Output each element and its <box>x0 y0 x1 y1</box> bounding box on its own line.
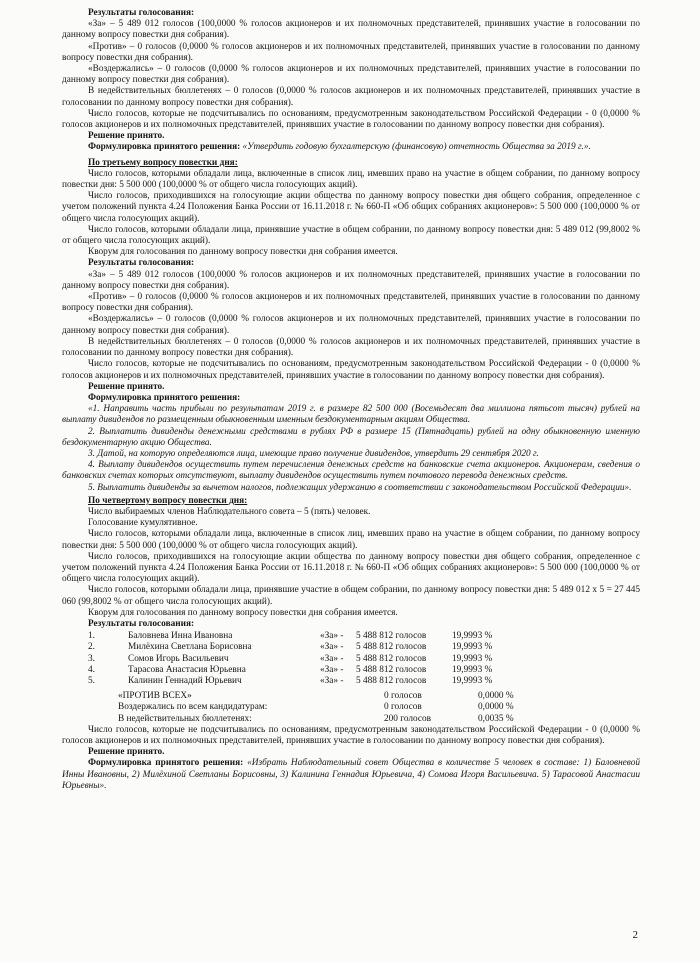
candidate-votes: 5 488 812 голосов <box>356 653 427 664</box>
candidate-vote-type: «За» - <box>320 631 344 642</box>
table-row <box>88 642 492 653</box>
table-row <box>88 631 492 642</box>
candidate-percent: 19,9993 % <box>452 642 493 653</box>
candidates-table <box>88 631 492 687</box>
candidate-name: Милёхина Светлана Борисовна <box>128 642 252 653</box>
q4-not-counted: Число голосов, которые не подсчитывались по основаниям, предусмотренным законодательством Российской Федерации - 0 (0,0000 % голосов акционеров и их полномочных представителей, принявших участие в голосовании по данному вопросу повестки дня собрания). <box>62 724 640 746</box>
aggregate-votes: 0 голосов <box>384 691 422 702</box>
candidate-percent: 19,9993 % <box>452 631 493 642</box>
q3-quorum: Кворум для голосования по данному вопросу повестки дня собрания имеется. <box>88 247 398 258</box>
candidate-vote-type: «За» - <box>320 642 344 653</box>
candidate-name: Сомов Игорь Васильевич <box>128 653 229 664</box>
candidate-votes: 5 488 812 голосов <box>356 675 427 686</box>
q3-eligible-votes: Число голосов, которыми обладали лица, включенные в список лиц, имевших право на участие в общем собрании, по данному вопросу повестки дня: 5 500 000 (100,0000 % от общего числа голосующих акций). <box>62 168 640 191</box>
q2-vote-abstain: «Воздержались» – 0 голосов (0,0000 % голосов акционеров и их полномочных представителей, принявших участие в голосовании по данному вопросу повестки дня собрания). <box>62 64 640 86</box>
q3-decision-item-5: 5. Выплатить дивиденды за вычетом налогов, подлежащих удержанию в соответствии с законодательством Российской Федерации». <box>88 482 632 493</box>
q4-decision-formula <box>62 758 640 792</box>
table-row <box>118 702 514 713</box>
candidate-number: 1. <box>88 631 95 642</box>
candidate-number: 3. <box>88 653 95 664</box>
candidate-number: 4. <box>88 664 95 675</box>
candidate-name: Баловнева Инна Ивановна <box>128 631 233 642</box>
candidate-vote-type: «За» - <box>320 675 344 686</box>
aggregate-votes: 200 голосов <box>384 713 432 724</box>
table-row <box>88 665 492 676</box>
q3-invalid-ballots: В недействительных бюллетенях – 0 голосов (0,0000 % голосов акционеров и их полномочных представителей, принявших участие в голосовании по данному вопросу повестки дня собрания). <box>62 336 640 359</box>
candidate-votes: 5 488 812 голосов <box>356 631 427 642</box>
q2-invalid-ballots: В недействительных бюллетенях – 0 голосов (0,0000 % голосов акционеров и их полномочных представителей, принявших участие в голосовании по данному вопросу повестки дня собрания). <box>62 86 640 108</box>
q3-voting-shares: Число голосов, приходившихся на голосующие акции общества по данному вопросу повестки дня общего собрания, определенное с учетом положений пункта 4.24 Положения Банка России от 16.11.2018 г. № 660-П «Об общих собраниях акционеров»: 5 500 000 (100,0000 % от общего числа голосующих акций). <box>62 191 640 224</box>
aggregate-votes-table <box>118 691 514 725</box>
q3-decision-item-4: 4. Выплату дивидендов осуществить путем перечисления денежных средств на банковские счета акционеров. Акционерам, сведения о банковских счетах которых отсутствуют, выплату дивидендов осуществить путем почтового перевода денежных средств. <box>62 460 640 482</box>
q2-not-counted: Число голосов, которые не подсчитывались по основаниям, предусмотренным законодательством Российской Федерации - 0 (0,0000 % голосов акционеров и их полномочных представителей, принявших участие в голосовании по данному вопросу повестки дня собрания). <box>62 108 640 131</box>
q4-members-count: Число выбираемых членов Наблюдательного совета – 5 (пять) человек. <box>88 506 371 517</box>
aggregate-percent: 0,0000 % <box>478 702 514 713</box>
q3-not-counted: Число голосов, которые не подсчитывались по основаниям, предусмотренным законодательством Российской Федерации - 0 (0,0000 % голосов акционеров и их полномочных представителей, принявших участие в голосовании по данному вопросу повестки дня собрания). <box>62 359 640 381</box>
q3-results-heading: Результаты голосования: <box>88 258 195 269</box>
q3-decision: Решение принято. <box>88 381 165 392</box>
candidate-number: 2. <box>88 642 95 653</box>
q3-decision-item-3: 3. Датой, на которую определяются лица, имеющие право получение дивидендов, утвердить 29 сентября 2020 г. <box>88 448 539 459</box>
table-row <box>118 691 514 702</box>
candidate-percent: 19,9993 % <box>452 664 493 675</box>
candidate-name: Тарасова Анастасия Юрьевна <box>128 664 246 675</box>
table-row <box>118 714 514 725</box>
q4-heading: По четвертому вопросу повестки дня: <box>88 495 248 506</box>
aggregate-label: В недействительных бюллетенях: <box>118 713 252 724</box>
aggregate-label: «ПРОТИВ ВСЕХ» <box>118 691 192 702</box>
q4-eligible-votes: Число голосов, которыми обладали лица, включенные в список лиц, имевших право на участие в общем собрании, по данному вопросу повестки дня: 5 500 000 (100,0000 % от общего числа голосующих акций). <box>62 529 640 551</box>
candidate-percent: 19,9993 % <box>452 675 493 686</box>
q4-formula-label: Формулировка принятого решения: <box>88 758 244 769</box>
candidate-vote-type: «За» - <box>320 664 344 675</box>
aggregate-label: Воздержались по всем кандидатурам: <box>118 702 268 713</box>
table-row <box>88 654 492 665</box>
q3-formula-label: Формулировка принятого решения: <box>88 392 241 403</box>
q3-vote-abstain: «Воздержались» – 0 голосов (0,0000 % голосов акционеров и их полномочных представителей, принявших участие в голосовании по данному вопросу повестки дня собрания). <box>62 314 640 336</box>
q2-results-heading: Результаты голосования: <box>88 8 195 18</box>
q3-vote-for: «За» – 5 489 012 голосов (100,0000 % голосов акционеров и их полномочных представителей, принявших участие в голосовании по данному вопросу повестки дня собрания). <box>62 269 640 291</box>
q4-formula-text: «Избрать Наблюдательный совет Общества в количестве 5 человек в составе: 1) Баловневой Инны Ивановны, 2) Милёхиной Светланы Борисовны, 3) Калинина Геннадия Юрьевича, 4) Сомова Игоря Васильевича. 5) Тарасовой Анастасии Юрьевны». <box>62 758 641 791</box>
q4-results-heading: Результаты голосования: <box>88 618 195 629</box>
candidate-vote-type: «За» - <box>320 653 344 664</box>
q2-vote-against: «Против» – 0 голосов (0,0000 % голосов акционеров и их полномочных представителей, принявших участие в голосовании по данному вопросу повестки дня собрания). <box>62 41 640 63</box>
table-row <box>88 676 492 687</box>
q2-formula-label: Формулировка принятого решения: <box>88 142 241 153</box>
q3-vote-against: «Против» – 0 голосов (0,0000 % голосов акционеров и их полномочных представителей, принявших участие в голосовании по данному вопросу повестки дня собрания). <box>62 292 640 314</box>
q4-quorum: Кворум для голосования по данному вопросу повестки дня собрания имеется. <box>88 607 398 618</box>
q4-participant-votes: Число голосов, которыми обладали лица, принявшие участие в общем собрании, по данному вопросу повестки дня: 5 489 012 х 5 = 27 445 060 (99,8002 % от общего числа голосующих акций). <box>62 585 640 607</box>
q2-decision-formula <box>62 142 640 153</box>
q2-formula-text: «Утвердить годовую бухгалтерскую (финансовую) отчетность Общества за 2019 г.». <box>242 142 591 153</box>
q4-cumulative: Голосование кумулятивное. <box>88 518 198 529</box>
q3-decision-item-1: «1. Направить часть прибыли по результатам 2019 г. в размере 82 500 000 (Восемьдесят два миллиона пятьсот тысяч) рублей на выплату дивидендов по размещенным обыкновенным именным бездокументарным акциям Общества. <box>62 404 640 426</box>
aggregate-votes: 0 голосов <box>384 702 422 713</box>
q2-decision: Решение принято. <box>88 131 165 142</box>
aggregate-percent: 0,0035 % <box>478 713 514 724</box>
candidate-percent: 19,9993 % <box>452 653 493 664</box>
q4-voting-shares: Число голосов, приходившихся на голосующие акции общества по данному вопросу повестки дня общего собрания, определенное с учетом положений пункта 4.24 Положения Банка России от 16.11.2018 г. № 660-П «Об общих собраниях акционеров»: 5 500 000 (100,0000 % от общего числа голосующих акций). <box>62 551 640 585</box>
page-number: 2 <box>632 929 638 941</box>
q4-decision: Решение принято. <box>88 747 165 758</box>
aggregate-percent: 0,0000 % <box>478 691 514 702</box>
candidate-name: Калинин Геннадий Юрьевич <box>128 675 242 686</box>
q3-decision-item-2: 2. Выплатить дивиденды денежными средствами в рублях РФ в размере 15 (Пятнадцать) рублей на одну обыкновенную именную бездокументарную акцию Общества. <box>62 426 640 448</box>
q3-heading: По третьему вопросу повестки дня: <box>88 157 238 168</box>
candidate-votes: 5 488 812 голосов <box>356 664 427 675</box>
candidate-votes: 5 488 812 голосов <box>356 642 427 653</box>
candidate-number: 5. <box>88 675 95 686</box>
q2-vote-for: «За» – 5 489 012 голосов (100,0000 % голосов акционеров и их полномочных представителей, принявших участие в голосовании по данному вопросу повестки дня собрания). <box>62 19 640 41</box>
q3-participant-votes: Число голосов, которыми обладали лица, принявшие участие в общем собрании, по данному вопросу повестки дня: 5 489 012 (99,8002 % от общего числа голосующих акций). <box>62 224 640 247</box>
